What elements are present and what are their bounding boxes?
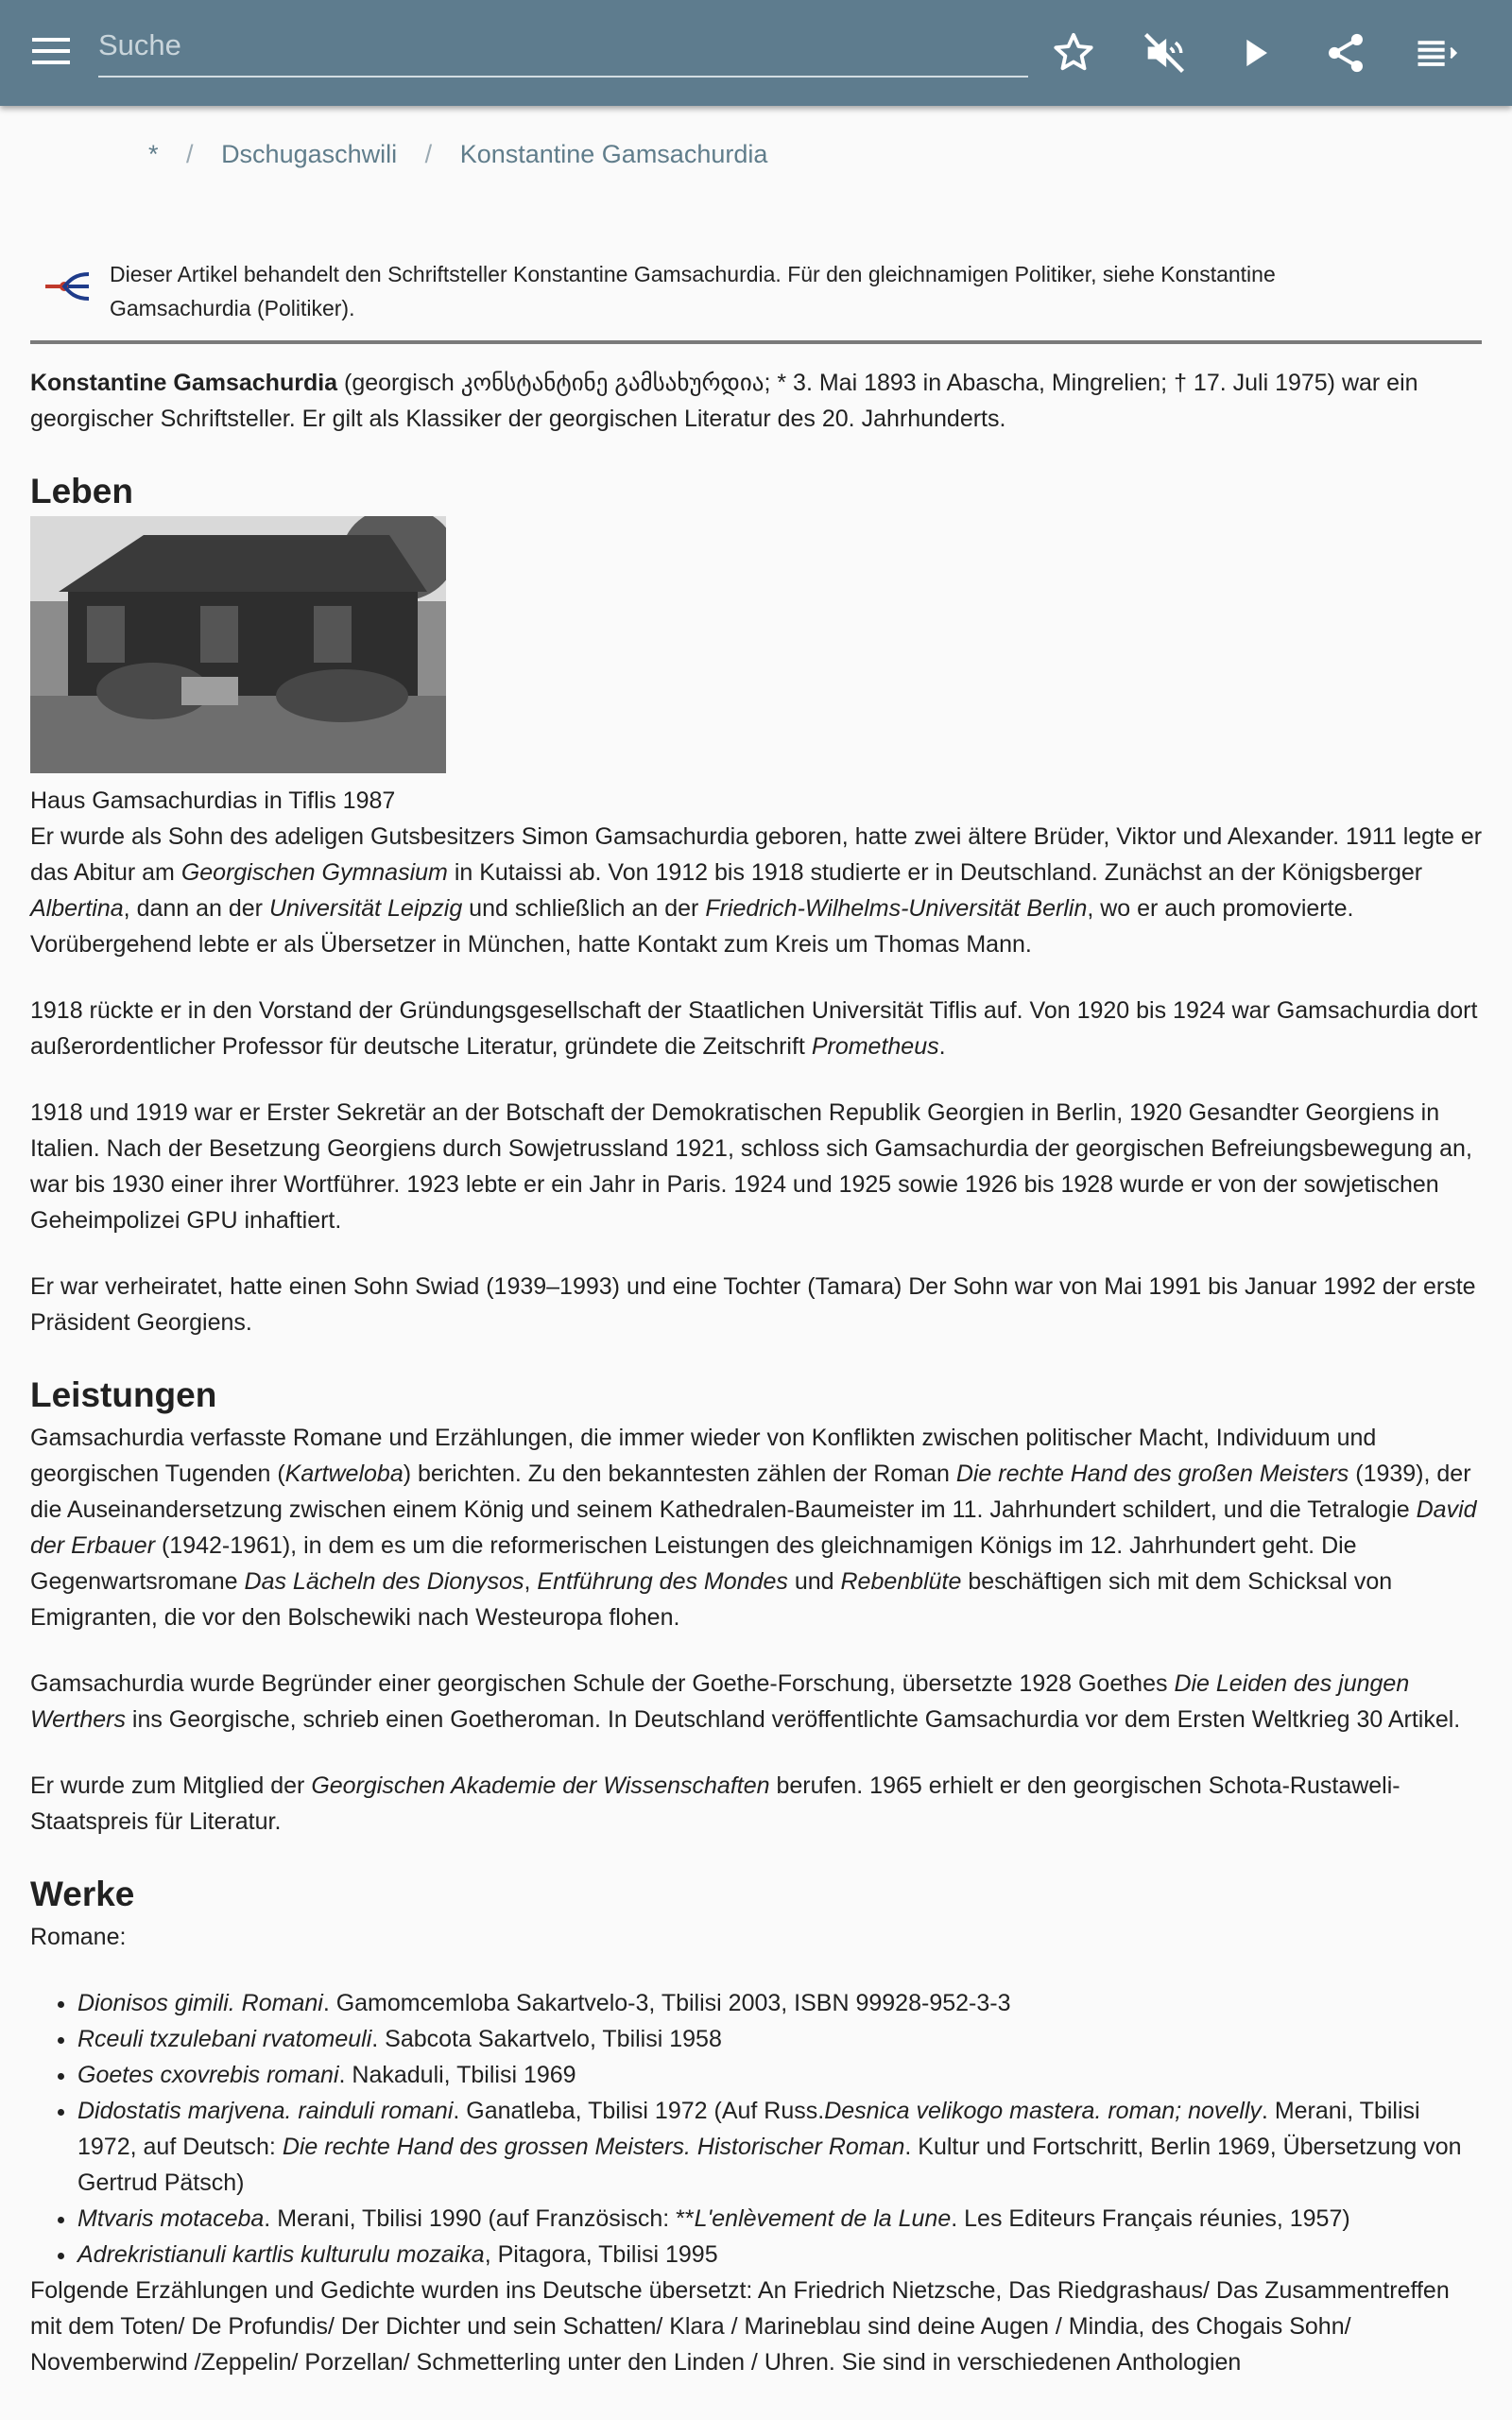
list-item: • Goetes cxovrebis romani. Nakaduli, Tbilisi 1969 [77,2057,1486,2093]
section-heading-werke: Werke [30,1875,135,1913]
house-photo[interactable] [30,516,446,773]
paragraph: Gamsachurdia wurde Begründer einer georgischen Schule der Goethe-Forschung, übersetzte 1928 Goethes Die Leiden des jungen Werthers ins Georgische, schrieb einen Goetheroman. In Deutschland veröffentlichte Gamsachurdia vor dem Ersten Weltkrieg 30 Artikel. [30,1670,1461,1733]
paragraph: 1918 rückte er in den Vorstand der Gründungsgesellschaft der Staatlichen Universität Tiflis auf. Von 1920 bis 1924 war Gamsachurdia dort außerordentlicher Professor für deutsche Literatur, gründete die Zeitschrift Prometheus. [30,997,1478,1060]
paragraph: Er wurde als Sohn des adeligen Gutsbesitzers Simon Gamsachurdia geboren, hatte zwei ältere Brüder, Viktor und Alexander. 1911 legte er das Abitur am Georgischen Gymnasium in Kutaissi ab. Von 1912 bis 1918 studierte er in Deutschland. Zunächst an der Königsberger Albertina, dann an der Universität Leipzig und schließlich an der Friedrich-Wilhelms-Universität Berlin, wo er auch promovierte. Vorübergehend lebte er als Übersetzer in München, hatte Kontakt zum Kreis um Thomas Mann. [30,823,1483,958]
intro-paragraph: Konstantine Gamsachurdia (georgisch კონსტანტინე გამსახურდია; * 3. Mai 1893 in Abascha, Mingrelien; † 17. Juli 1975) war ein georgischer Schriftsteller. Er gilt als Klassiker der georgischen Literatur des 20. Jahrhunderts. [30,370,1418,432]
paragraph: Er wurde zum Mitglied der Georgischen Akademie der Wissenschaften berufen. 1965 erhielt er den georgischen Schota-Rustaweli-Staatspreis für Literatur. [30,1772,1400,1835]
mute-icon[interactable] [1140,26,1189,79]
breadcrumb-current[interactable]: Konstantine Gamsachurdia [459,140,768,168]
breadcrumb-separator: / [424,140,433,168]
list-item: • Didostatis marjvena. rainduli romani. Ganatleba, Tbilisi 1972 (Auf Russ.Desnica velikogo mastera. roman; novelly. Merani, Tbilisi 1972, auf Deutsch: Die rechte Hand des grossen Meisters. Historischer Roman. Kultur und Fortschritt, Berlin 1969, Übersetzung von Gertrud Pätsch) [77,2093,1486,2201]
list-item: • Dionisos gimili. Romani. Gamomcemloba Sakartvelo-3, Tbilisi 2003, ISBN 99928-952-3-3 [77,1985,1486,2021]
breadcrumb-separator: / [186,140,194,168]
disambiguation-icon [43,265,94,308]
share-icon[interactable] [1321,26,1370,79]
works-list [30,1985,1486,2273]
app-toolbar [0,0,1512,106]
list-item: • Adrekristianuli kartlis kulturulu mozaika, Pitagora, Tbilisi 1995 [77,2237,1486,2273]
star-icon[interactable] [1049,26,1098,79]
list-item: • Mtvaris motaceba. Merani, Tbilisi 1990 (auf Französisch: **L'enlèvement de la Lune. Les Editeurs Français réunies, 1957) [77,2201,1486,2237]
hatnote-text: Dieser Artikel behandelt den Schriftsteller Konstantine Gamsachurdia. Für den gleichnamigen Politiker, siehe Konstantine Gamsachurdia (Politiker). [110,262,1276,320]
article-subject: Konstantine Gamsachurdia [30,370,338,396]
hatnote [30,253,1482,344]
list-item: • Rceuli txzulebani rvatomeuli. Sabcota Sakartvelo, Tbilisi 1958 [77,2021,1486,2057]
breadcrumb-item[interactable]: Dschugaschwili [221,140,398,168]
menu-icon[interactable] [32,38,70,70]
breadcrumb [148,140,788,169]
section-heading-leistungen: Leistungen [30,1375,217,1414]
section-heading-leben: Leben [30,472,133,510]
paragraph: 1918 und 1919 war er Erster Sekretär an der Botschaft der Demokratischen Republik Georgien in Berlin, 1920 Gesandter Georgiens in Italien. Nach der Besetzung Georgiens durch Sowjetrussland 1921, schloss sich Gamsachurdia der georgischen Befreiungsbewegung an, war bis 1930 einer ihrer Wortführer. 1923 lebte er ein Jahr in Paris. 1924 und 1925 sowie 1926 bis 1928 wurde er von der sowjetischen Geheimpolizei GPU inhaftiert. [30,1099,1472,1234]
paragraph: Romane: [30,1924,127,1950]
play-icon[interactable] [1230,26,1280,79]
search-input[interactable] [98,21,1028,70]
paragraph: Er war verheiratet, hatte einen Sohn Swiad (1939–1993) und eine Tochter (Tamara) Der Sohn war von Mai 1991 bis Januar 1992 der erste Präsident Georgiens. [30,1273,1476,1336]
breadcrumb-home[interactable]: * [148,140,159,168]
article-content [30,365,1486,2411]
paragraph: Gamsachurdia verfasste Romane und Erzählungen, die immer wieder von Konflikten zwischen politischer Macht, Individuum und georgischen Tugenden (Kartweloba) berichten. Zu den bekanntesten zählen der Roman Die rechte Hand des großen Meisters (1939), der die Auseinandersetzung zwischen einem König und seinem Kathedralen-Baumeister im 11. Jahrhundert schildert, und die Tetralogie David der Erbauer (1942-1961), in dem es um die reformerischen Leistungen des gleichnamigen Königs im 12. Jahrhundert geht. Die Gegenwartsromane Das Lächeln des Dionysos, Entführung des Mondes und Rebenblüte beschäftigen sich mit dem Schicksal von Emigranten, die vor den Bolschewiki nach Westeuropa flohen. [30,1425,1477,1631]
photo-caption: Haus Gamsachurdias in Tiflis 1987 [30,787,396,814]
paragraph: Folgende Erzählungen und Gedichte wurden ins Deutsche übersetzt: An Friedrich Nietzsche, Das Riedgrashaus/ Das Zusammentreffen mit dem Toten/ De Profundis/ Der Dichter und sein Schatten/ Klara / Marineblau sind deine Augen / Mindia, des Chogais Sohn/ Novemberwind /Zeppelin/ Porzellan/ Schmetterling unter den Linden / Uhren. Sie sind in verschiedenen Anthologien [30,2277,1450,2376]
list-icon[interactable] [1412,26,1461,79]
search-box[interactable] [98,21,1028,78]
